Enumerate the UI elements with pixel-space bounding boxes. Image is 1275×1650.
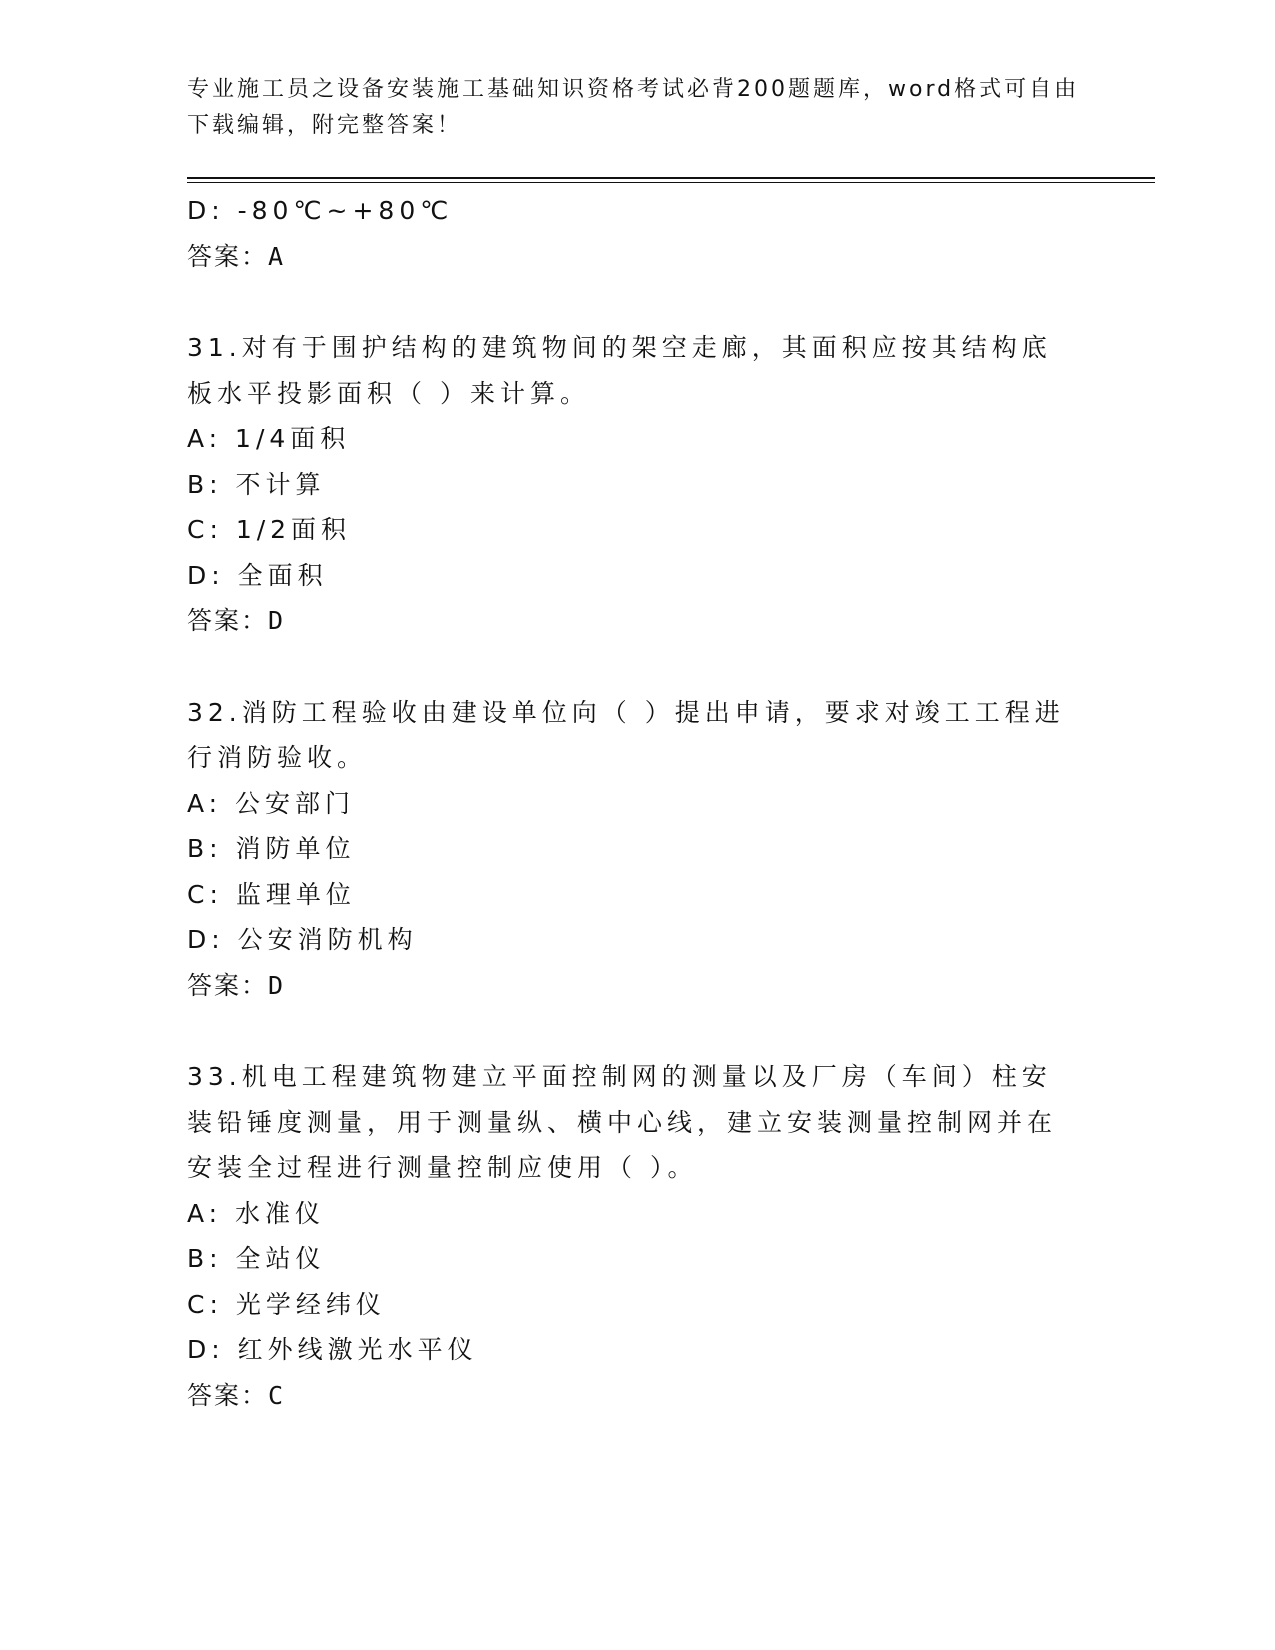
option-a: A: 1/4面积 <box>187 424 351 453</box>
option-c: C: 1/2面积 <box>187 515 352 544</box>
option-c: C: 光学经纬仪 <box>187 1289 386 1319</box>
answer-label: 答案： <box>187 1380 269 1410</box>
option-d: D: 公安消防机构 <box>187 925 418 954</box>
answer-label: 答案： <box>187 970 269 1000</box>
spacer <box>187 279 1077 325</box>
question-stem: 32.消防工程验收由建设单位向（ ）提出申请，要求对竣工工程进行消防验收。 <box>187 697 1065 772</box>
answer-value: C <box>268 1380 286 1410</box>
option-c: C: 监理单位 <box>187 879 356 909</box>
answer-line <box>187 598 1077 644</box>
question-stem: 31.对有于围护结构的建筑物间的架空走廊，其面积应按其结构底板水平投影面积（ ）来计算。 <box>187 333 1052 408</box>
answer-value: D <box>268 970 286 1000</box>
answer-line <box>187 1373 1077 1419</box>
option-a: A: 公安部门 <box>187 788 356 818</box>
option-d: D: 全面积 <box>187 560 328 590</box>
carryover-block <box>187 188 1077 279</box>
document-header <box>187 72 1087 144</box>
document-body <box>187 188 1077 1418</box>
option-b: B: 全站仪 <box>187 1244 326 1273</box>
option-d: D: -80℃~+80℃ <box>187 196 454 225</box>
question-33 <box>187 1054 1077 1418</box>
option-b: B: 消防单位 <box>187 834 356 863</box>
answer-line <box>187 963 1077 1009</box>
answer-line <box>187 234 1077 280</box>
header-divider-thick <box>187 177 1155 179</box>
header-divider-thin <box>187 182 1155 183</box>
answer-value: D <box>268 606 286 635</box>
option-b: B: 不计算 <box>187 469 326 499</box>
question-32 <box>187 690 1077 1009</box>
spacer <box>187 1008 1077 1054</box>
header-title: 专业施工员之设备安装施工基础知识资格考试必背200题题库，word格式可自由下载编辑，附完整答案！ <box>187 77 1080 138</box>
question-stem: 33.机电工程建筑物建立平面控制网的测量以及厂房（车间）柱安装铅锤度测量，用于测量纵、横中心线，建立安装测量控制网并在安装全过程进行测量控制应使用（ ）。 <box>187 1062 1058 1182</box>
option-d: D: 红外线激光水平仪 <box>187 1335 478 1364</box>
spacer <box>187 644 1077 690</box>
answer-value: A <box>268 241 286 271</box>
answer-label: 答案： <box>187 241 269 271</box>
question-31 <box>187 325 1077 644</box>
answer-label: 答案： <box>187 606 269 635</box>
option-a: A: 水准仪 <box>187 1198 326 1228</box>
